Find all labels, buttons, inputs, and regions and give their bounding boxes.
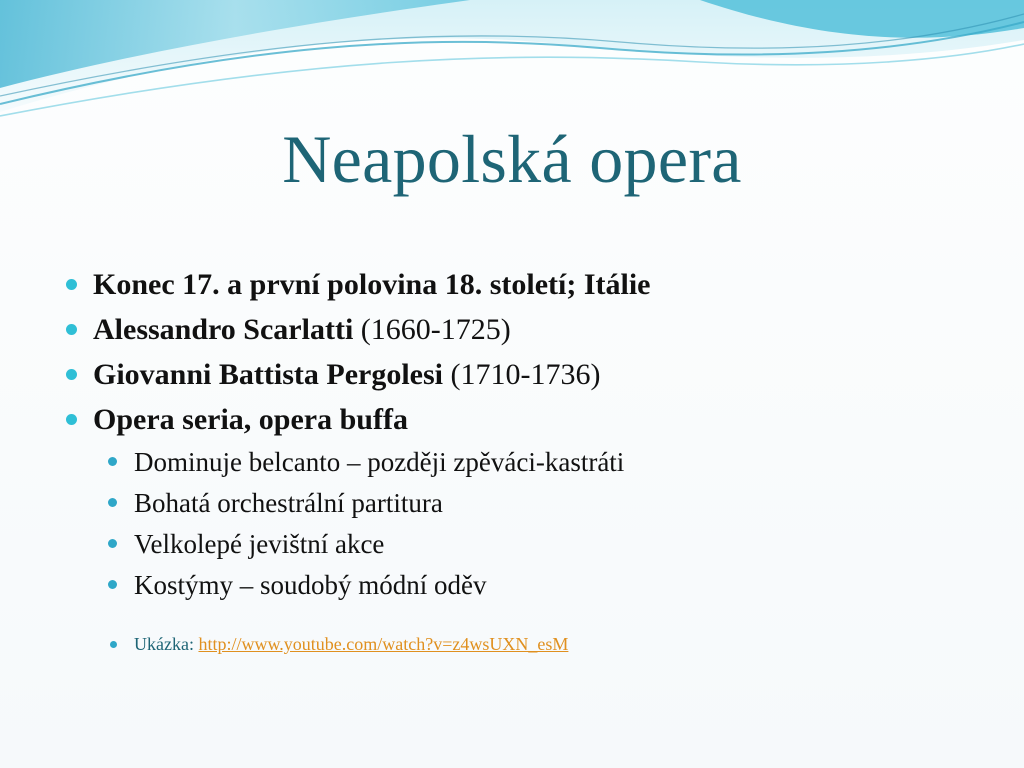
bullet-normal-text: (1710-1736) (442, 358, 601, 391)
sub-bullet-item (64, 442, 984, 483)
bullet-bold-text: Alessandro Scarlatti (93, 313, 354, 346)
sub-bullet-text: Velkolepé jevištní akce (134, 529, 385, 559)
sub-bullet-dot-icon (108, 498, 117, 507)
bullet-dot-icon (66, 279, 77, 290)
sub-bullet-item (64, 565, 984, 606)
bullet-bold-text: Opera seria, opera buffa (93, 403, 408, 436)
sub-bullet-dot-icon (108, 539, 117, 548)
sub-bullet-item (64, 524, 984, 565)
sample-label: Ukázka: (134, 634, 199, 654)
sample-bullet-dot-icon (110, 641, 117, 648)
youtube-link[interactable]: http://www.youtube.com/watch?v=z4wsUXN_esM (198, 634, 569, 654)
bullet-item-pergolesi (64, 352, 984, 397)
bullet-dot-icon (66, 369, 77, 380)
slide-title: Neapolská opera (282, 121, 742, 197)
sub-bullet-dot-icon (108, 580, 117, 589)
bullet-dot-icon (66, 324, 77, 335)
bullet-list (64, 262, 984, 658)
spacer (64, 606, 984, 630)
bullet-item-scarlatti (64, 307, 984, 352)
sub-bullet-item (64, 483, 984, 524)
bullet-item-period (64, 262, 984, 307)
sub-bullet-text: Bohatá orchestrální partitura (134, 488, 443, 518)
sub-bullet-text: Dominuje belcanto – později zpěváci-kastráti (134, 447, 625, 477)
sub-bullet-text: Kostýmy – soudobý módní oděv (134, 570, 487, 600)
bullet-bold-text: Giovanni Battista Pergolesi (93, 358, 443, 391)
bullet-item-opera-types (64, 397, 984, 442)
bullet-dot-icon (66, 414, 77, 425)
bullet-bold-text: Konec 17. a první polovina 18. století; Itálie (93, 268, 651, 301)
header-wave-decoration (0, 0, 1024, 130)
bullet-normal-text: (1660-1725) (353, 313, 511, 346)
sub-bullet-dot-icon (108, 457, 117, 466)
sample-item (64, 630, 984, 658)
